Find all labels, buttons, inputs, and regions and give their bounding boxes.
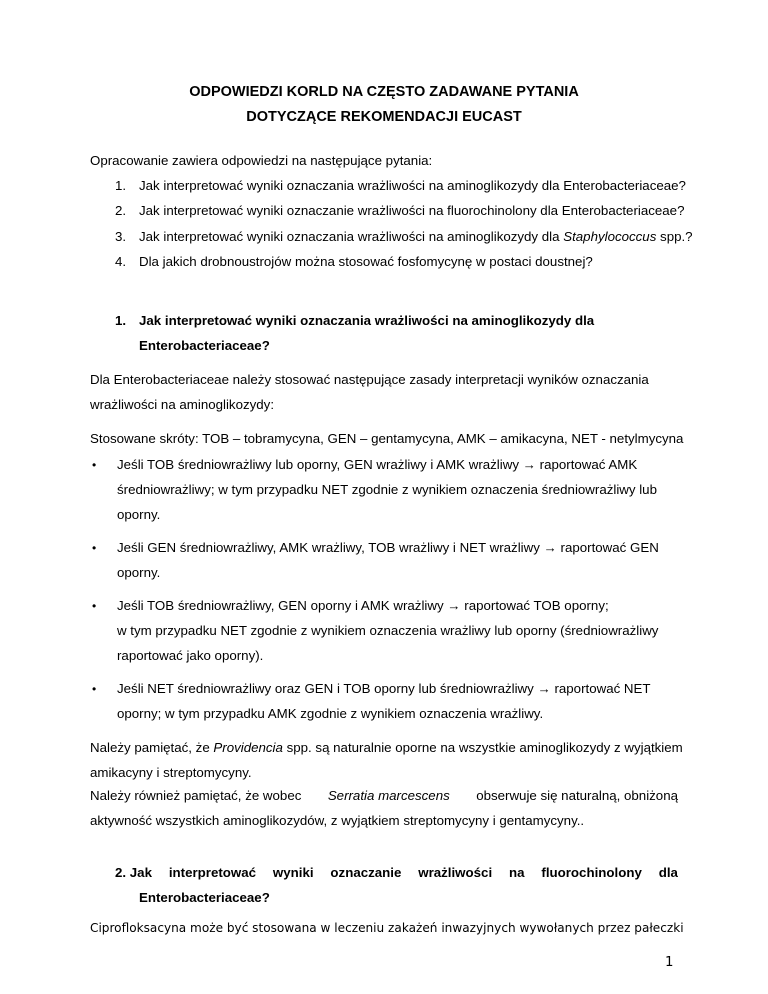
note1-italic: Providencia xyxy=(213,740,283,755)
section2-heading-word: oznaczanie xyxy=(330,865,402,880)
question-text: Jak interpretować wyniki oznaczanie wrażliwości na fluorochinolony dla Enterobacteriaceae? xyxy=(139,203,685,218)
bullet-icon: • xyxy=(92,682,97,696)
section2-heading-word: dla xyxy=(658,865,678,880)
question-text: Jak interpretować wyniki oznaczania wrażliwości na aminoglikozydy dla Enterobacteriaceae? xyxy=(139,178,686,193)
abbreviations-line: Stosowane skróty: TOB – tobramycyna, GEN – gentamycyna, AMK – amikacyna, NET - netylmycyna xyxy=(90,431,684,446)
bullet1-line2: średniowrażliwy; w tym przypadku NET zgodnie z wynikiem oznaczenia średniowrażliwy lub xyxy=(117,482,657,497)
bullet-icon: • xyxy=(92,541,97,555)
question-text-after: spp.? xyxy=(656,229,693,244)
note2-line2: aktywność wszystkich aminoglikozydów, z wyjątkiem streptomycyny i gentamycyny.. xyxy=(90,813,585,828)
section2-heading-line1 xyxy=(115,865,678,880)
question-number: 3. xyxy=(115,229,127,244)
page-number: 1 xyxy=(665,955,674,970)
question-item-1 xyxy=(115,178,686,193)
question-item-3 xyxy=(115,229,693,244)
section1-p1-line2: wrażliwości na aminoglikozydy: xyxy=(90,397,275,412)
section2-heading-word: fluorochinolony xyxy=(541,865,642,880)
bullet3-line2: w tym przypadku NET zgodnie z wynikiem oznaczenia wrażliwy lub oporny (średniowrażliwy xyxy=(117,623,659,638)
bullet-icon: • xyxy=(92,599,97,613)
note1-before: Należy pamiętać, że xyxy=(90,740,214,755)
bullet3-line1: Jeśli TOB średniowrażliwy, GEN oporny i AMK wrażliwy → raportować TOB oporny; xyxy=(117,598,609,613)
note1-line1 xyxy=(90,740,683,755)
bullet4-line1: Jeśli NET średniowrażliwy oraz GEN i TOB oporny lub średniowrażliwy → raportować NET xyxy=(117,681,651,696)
section2-heading-word: interpretować xyxy=(168,865,257,880)
question-text-before: Jak interpretować wyniki oznaczania wrażliwości na aminoglikozydy dla xyxy=(139,229,564,244)
section2-heading-line2: Enterobacteriaceae? xyxy=(139,890,270,905)
section2-heading-word: wyniki xyxy=(272,865,314,880)
question-italic: Staphylococcus xyxy=(563,229,657,244)
bullet4-line2: oporny; w tym przypadku AMK zgodnie z wynikiem oznaczenia wrażliwy. xyxy=(117,706,544,721)
note2-line1 xyxy=(90,788,678,803)
bullet2-line2: oporny. xyxy=(117,565,161,580)
note2-after: obserwuje się naturalną, obniżoną xyxy=(476,788,678,803)
title-line-2: DOTYCZĄCE REKOMENDACJI EUCAST xyxy=(246,109,522,125)
note1-after: spp. są naturalnie oporne na wszystkie aminoglikozydy z wyjątkiem xyxy=(282,740,683,755)
section2-heading-word: 2. Jak xyxy=(115,865,152,880)
section2-heading-word: wrażliwości xyxy=(418,865,493,880)
question-item-4 xyxy=(115,254,593,269)
question-text: Dla jakich drobnoustrojów można stosować fosfomycynę w postaci doustnej? xyxy=(139,254,593,269)
section2-heading-word: na xyxy=(509,865,525,880)
question-number: 4. xyxy=(115,254,127,269)
bullet2-line1: Jeśli GEN średniowrażliwy, AMK wrażliwy, TOB wrażliwy i NET wrażliwy → raportować GEN xyxy=(117,540,659,555)
question-number: 1. xyxy=(115,178,127,193)
question-number: 2. xyxy=(115,203,127,218)
note2-italic: Serratia marcescens xyxy=(327,788,450,803)
section1-heading-line2: Enterobacteriaceae? xyxy=(139,338,270,353)
bullet-icon: • xyxy=(92,458,97,472)
note2-before: Należy również pamiętać, że wobec xyxy=(90,788,302,803)
section1-heading xyxy=(115,313,594,328)
bullet3-line3: raportować jako oporny). xyxy=(117,648,264,663)
question-item-2 xyxy=(115,203,684,218)
section2-p-line1: Ciprofloksacyna może być stosowana w leczeniu zakażeń inwazyjnych wywołanych przez pałeczki xyxy=(90,921,684,935)
section1-heading-line1: Jak interpretować wyniki oznaczania wrażliwości na aminoglikozydy dla xyxy=(139,313,595,328)
title-line-1: ODPOWIEDZI KORLD NA CZĘSTO ZADAWANE PYTANIA xyxy=(189,84,579,100)
section1-number: 1. xyxy=(115,313,127,328)
note1-line2: amikacyny i streptomycyny. xyxy=(90,765,252,780)
section1-p1-line1: Dla Enterobacteriaceae należy stosować następujące zasady interpretacji wyników oznaczania xyxy=(90,372,649,387)
bullet1-line3: oporny. xyxy=(117,507,161,522)
bullet1-line1: Jeśli TOB średniowrażliwy lub oporny, GEN wrażliwy i AMK wrażliwy → raportować AMK xyxy=(117,457,638,472)
intro-text: Opracowanie zawiera odpowiedzi na następujące pytania: xyxy=(90,153,433,168)
